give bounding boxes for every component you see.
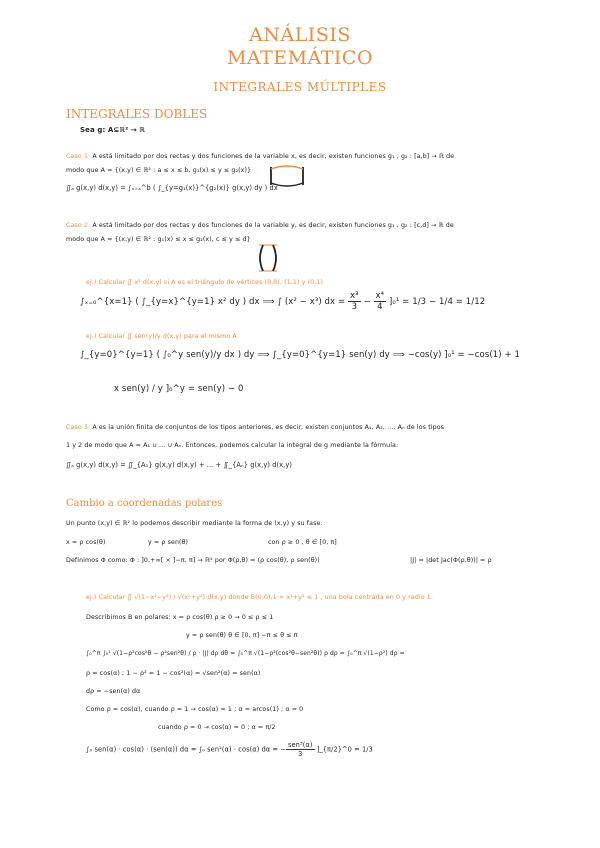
caso1-text: A está limitado por dos rectas y dos funciones de la variable x, es decir, existen funciones g₁ , g₂ : [a,b] → ℝ de <box>90 153 455 160</box>
caso3-line2: 1 y 2 de modo que A = A₁ ∪ ... ∪ Aₙ. Entonces, podemos calcular la integral de g mediante la fórmula: <box>66 442 399 449</box>
ej1-frac2-num: x⁴ <box>375 291 385 301</box>
ej3-final-a: ∫₀ sen(α) · cos(α) · (sen(α)) dα = ∫₀ sen²(α) · cos(α) dα = − <box>86 745 286 754</box>
ej1-statement <box>86 279 323 286</box>
ej1-text: ∬ x² d(x,y) si A es el triángulo de vértices (0,0), (1,1) y (0,1) <box>125 279 324 286</box>
ej1-minus: − <box>360 297 374 307</box>
page-title-line2: MATEMÁTICO <box>226 47 374 69</box>
ej3-polar-integral: ∫₀^π ∫₀¹ √(1−ρ²cos²θ − ρ²sen²θ) / ρ · |J| dρ dθ = ∫₀^π √(1−ρ²(cos²θ−sen²θ)) ρ dρ = ∫₀^π √(1−ρ²) dρ = <box>86 650 405 657</box>
caso3-text: A es la unión finita de conjuntos de los tipos anteriores, es decir, existen conjuntos A₁, A₂, ..., Aₙ de los tipos <box>90 424 445 431</box>
ej2-formula-b: x sen(y) / y ]₀^y = sen(y) − 0 <box>114 384 244 394</box>
ej3-label: ej.) Calcular <box>86 594 126 601</box>
ej3-describe-line2: y = ρ sen(θ) θ ∈ [0, π] −π ≤ θ ≤ π <box>186 632 298 639</box>
ej3-final-num: sen³(α) <box>287 741 313 749</box>
ej1-formula <box>80 291 485 312</box>
caso2-text: A está limitado por dos rectas y dos funciones de la variable y, es decir, existen funciones g₁ , g₂ : [c,d] → ℝ de <box>90 222 454 229</box>
ej2-text: ∬ sen(y)/y d(x,y) para el mismo A <box>125 333 237 340</box>
sea-line: Sea g: A⊆ℝ² → ℝ <box>80 126 146 134</box>
caso3-label: Caso 3: <box>66 424 91 431</box>
ej3-describe-x: x = ρ cos(θ) ρ ≥ 0 → 0 ≤ ρ ≤ 1 <box>170 614 274 621</box>
polares-line1: Un punto (x,y) ∈ ℝ² lo podemos describir mediante la forma de (x,y) y su fase. <box>66 520 323 527</box>
polares-x: x = ρ cos(θ) <box>66 539 106 546</box>
section-heading-dobles: INTEGRALES DOBLES <box>66 107 208 121</box>
ej3-final-b: ]_{π/2}^0 = 1/3 <box>314 745 373 754</box>
ej2-statement <box>86 333 237 340</box>
caso1-label: Caso 1: <box>66 153 91 160</box>
ej3-limits-1: Como ρ = cos(α), cuando ρ = 1 → cos(α) = 1 ; α = arcos(1) ; α = 0 <box>86 706 304 713</box>
polares-conditions: con ρ ≥ 0 , θ ∈ [0, π] <box>268 539 337 546</box>
ej3-final-den: 3 <box>298 750 303 758</box>
caso1-formula: ∬ₐ g(x,y) d(x,y) = ∫ₓ₌ₐ^b ( ∫_{y=g₁(x)}^{g₂(x)} g(x,y) dy ) dx <box>66 184 278 192</box>
polares-y: y = ρ sen(θ) <box>148 539 189 546</box>
ej3-final-fraction <box>286 741 315 758</box>
section-heading-polares: Cambio a coordenadas polares <box>66 498 223 509</box>
ej1-label: ej.) Calcular <box>86 279 126 286</box>
caso1-line2: modo que A = {(x,y) ∈ ℝ² : a ≤ x ≤ b, g₁(x) ≤ y ≤ g₂(x)} <box>66 167 252 174</box>
ej3-limits-2: cuando ρ = 0 → cos(α) = 0 ; α = π/2 <box>158 724 276 731</box>
ej1-frac1-den: 3 <box>351 302 358 312</box>
caso3-formula: ∬ₐ g(x,y) d(x,y) = ∬_{A₁} g(x,y) d(x,y) + ... + ∬_{Aₙ} g(x,y) d(x,y) <box>66 461 293 469</box>
ej3-describe-label: Describimos B en polares: <box>86 614 171 621</box>
ej1-frac1-num: x³ <box>350 291 359 301</box>
region-y-sketch-icon <box>256 243 280 273</box>
ej1-formula-a: ∫ₓ₌₀^{x=1} ( ∫_{y=x}^{y=1} x² dy ) dx ⟹ ∫ (x² − x³) dx = <box>80 297 346 307</box>
ej1-frac2-den: 4 <box>377 302 383 312</box>
ej3-substitution: ρ = cos(α) ; 1 − ρ² = 1 − cos²(α) = √sen²(α) = sen(α) <box>86 670 261 677</box>
caso1-line1 <box>66 153 454 160</box>
ej1-formula-b: ]₀¹ = 1/3 − 1/4 = 1/12 <box>386 297 486 307</box>
ej3-differential: dρ = −sen(α) dα <box>86 688 141 695</box>
page-title: ANÁLISIS <box>249 24 351 46</box>
ej2-formula-a: ∫_{y=0}^{y=1} ( ∫₀^y sen(y)/y dx ) dy ⟹ ∫_{y=0}^{y=1} sen(y) dy ⟹ −cos(y) ]₀¹ = −cos(1) + 1 <box>80 350 521 360</box>
ej3-final <box>86 741 373 758</box>
ej3-statement <box>86 594 433 601</box>
ej1-fraction-1 <box>348 291 361 312</box>
caso2-line2: modo que A = {(x,y) ∈ ℝ² : g₁(x) ≤ x ≤ g₂(x), c ≤ y ≤ d} <box>66 236 251 243</box>
page-subtitle: INTEGRALES MÚLTIPLES <box>213 80 387 94</box>
ej1-fraction-2 <box>374 291 387 312</box>
ej3-text: ∬ √(1−x²−y²) / √(x²+y²) d(x,y) donde B(0,0),1 = x²+y² ≤ 1 , una bola centrada en 0 y radio 1. <box>125 594 433 601</box>
caso2-label: Caso 2: <box>66 222 91 229</box>
ej3-describe-line1 <box>86 614 273 621</box>
caso3-line1 <box>66 424 444 431</box>
ej2-label: ej.) Calcular <box>86 333 126 340</box>
polares-phi-def: Definimos Φ como: Φ : ]0,+∞[ × ]−π, π] → ℝ² por Φ(ρ,θ) = (ρ cos(θ), ρ sen(θ)) <box>66 557 320 564</box>
caso2-line1 <box>66 222 454 229</box>
polares-jacobian: |J| = |det Jac(Φ(ρ,θ))| = ρ <box>410 557 492 564</box>
